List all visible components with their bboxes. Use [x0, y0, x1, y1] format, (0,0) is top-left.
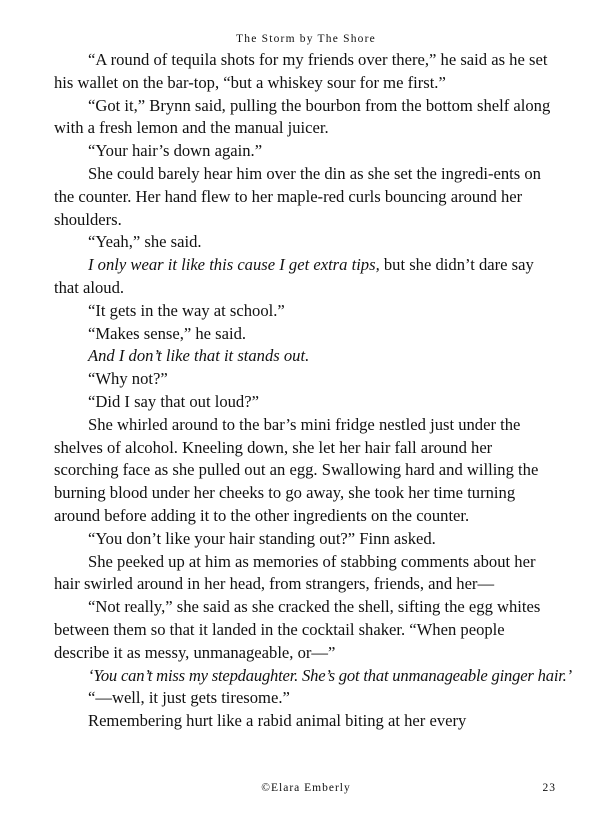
paragraph-text: “It gets in the way at school.”: [88, 300, 285, 320]
running-header: The Storm by The Shore: [236, 33, 376, 45]
paragraph: [54, 163, 554, 231]
paragraph: [54, 368, 554, 391]
paragraph: [54, 140, 554, 163]
paragraph-text: “You don’t like your hair standing out?” Finn asked.: [88, 528, 436, 548]
italic-thought: I only wear it like this cause I get extra tips,: [88, 255, 380, 275]
italic-thought: And I don’t like that it stands out.: [88, 346, 310, 366]
copyright-notice: ©Elara Emberly: [261, 782, 351, 794]
paragraph-text: Remembering hurt like a rabid animal biting at her every: [88, 711, 467, 731]
paragraph: [54, 528, 554, 551]
paragraph: [54, 596, 554, 664]
paragraph-text: “Got it,” Brynn said, pulling the bourbon from the bottom shelf along with a fresh lemon and the manual juicer.: [54, 95, 551, 138]
paragraph-text: “Your hair’s down again.”: [88, 141, 263, 161]
paragraph-text: She could barely hear him over the din as she set the ingredi-ents on the counter. Her hand flew to her maple-red curls bouncing around her shoulders.: [54, 163, 541, 229]
paragraph-text: “Makes sense,” he said.: [88, 323, 247, 343]
paragraph-text: “—well, it just gets tiresome.”: [88, 688, 290, 708]
paragraph-text: “Yeah,” she said.: [88, 232, 202, 252]
paragraph: [54, 95, 554, 141]
paragraph: [54, 391, 554, 414]
paragraph: [54, 551, 554, 597]
page-body: [54, 49, 572, 733]
paragraph: [54, 345, 554, 368]
paragraph: [54, 323, 554, 346]
paragraph: [54, 231, 554, 254]
paragraph-text: “Did I say that out loud?”: [88, 391, 259, 411]
paragraph: [54, 49, 554, 95]
paragraph-text: “Why not?”: [88, 369, 168, 389]
paragraph: [54, 710, 554, 733]
paragraph: [54, 665, 572, 688]
paragraph: [54, 687, 554, 710]
paragraph-text: “A round of tequila shots for my friends over there,” he said as he set his wallet on the bar-top, “but a whiskey sour for me first.”: [54, 50, 548, 92]
paragraph-text: She peeked up at him as memories of stabbing comments about her hair swirled around in her head, from strangers, friends, and her—: [54, 551, 536, 594]
paragraph-text: but she didn’t dare say that aloud.: [54, 255, 534, 297]
paragraph: [54, 414, 554, 528]
paragraph-text: She whirled around to the bar’s mini fridge nestled just under the shelves of alcohol. Kneeling down, she let her hair fall around her scorching face as she pulled out an egg. Swallowing hard and willing the burning blood under her cheeks to go away, she took her time turning around before adding it to the other ingredients on the counter.: [54, 414, 539, 525]
page-number: 23: [542, 782, 556, 794]
paragraph: [54, 254, 554, 300]
italic-thought: ‘You can’t miss my stepdaughter. She’s got that unmanageable ginger hair.’: [88, 665, 572, 685]
paragraph-text: “Not really,” she said as she cracked the shell, sifting the egg whites between them so that it landed in the cocktail shaker. “When people describe it as messy, unmanageable, or—”: [54, 597, 541, 662]
paragraph: [54, 300, 554, 323]
